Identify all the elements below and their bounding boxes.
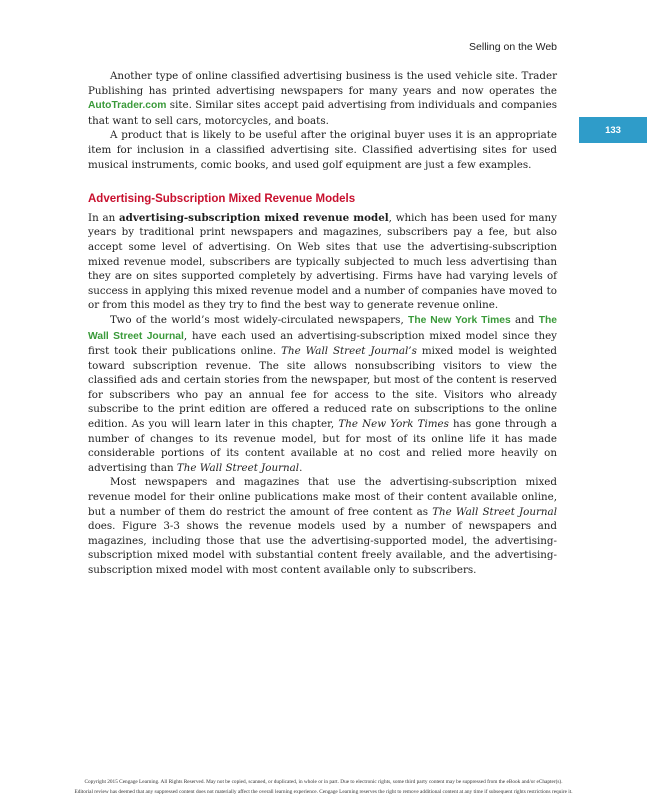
text-run: Most newspapers and magazines that use the advertising-subscription mixed revenue model for their online publications make most of their content available online, but a number of them do restrict the amount of free content as <box>88 476 557 518</box>
key-term: advertising-subscription mixed revenue model <box>119 211 389 224</box>
italic-title: The Wall Street Journal’s <box>281 345 417 358</box>
paragraph-classified-products: A product that is likely to be useful after the original buyer uses it is an appropriate item for inclusion in a classified advertising site. Classified advertising sites for used musical instruments, comic books, and used golf equipment are just a few examples. <box>88 129 557 171</box>
running-head: Selling on the Web <box>469 41 557 53</box>
wsj-link[interactable]: The Wall Street Journal <box>88 314 558 342</box>
text-run: Another type of online classified advertising business is the used vehicle site. Trader Publishing has printed advertising newspapers for many years and now operates the <box>88 70 557 97</box>
paragraph-restrict-content <box>88 475 557 577</box>
text-run: has gone through a number of changes to its revenue model, but for most of its online life it has made considerable portions of its content available at no cost and relied more heavily on advertising than <box>88 418 557 474</box>
page-number-tab: 133 <box>579 117 647 143</box>
copyright-line-2: Editorial review has deemed that any suppressed content does not materially affect the overall learning experience. Cengage Learning reserves the right to remove additional content at any time if subsequent rights restrictions require it. <box>74 789 573 795</box>
text-run: mixed model is weighted toward subscription revenue. The site allows nonsubscribing visitors to view the classified ads and certain stories from the newspaper, but most of the content is reserved for subscribers who pay an annual fee for access to the site. Visitors who already subscribe to the print edition are offered a reduced rate on subscriptions to the online edition. As you will learn later in this chapter, <box>88 345 557 431</box>
text-run: . <box>299 461 303 474</box>
text-run: , have each used an advertising-subscription mixed model since they first took their publications online. <box>88 329 558 358</box>
nytimes-link[interactable]: The New York Times <box>408 314 511 326</box>
section-heading: Advertising-Subscription Mixed Revenue Models <box>88 193 356 206</box>
text-run: site. Similar sites accept paid advertising from individuals and companies that want to sell cars, motorcycles, and boats. <box>88 99 557 127</box>
paragraph-newspapers <box>88 313 557 476</box>
copyright-line-1: Copyright 2015 Cengage Learning. All Rights Reserved. May not be copied, scanned, or duplicated, in whole or in part. Due to electronic rights, some third party content may be suppressed from the eBook and/or eChapter(s). <box>84 779 563 785</box>
text-run: Two of the world’s most widely-circulated newspapers, <box>110 313 409 326</box>
paragraph-used-vehicle <box>88 69 557 128</box>
paragraph-mixed-model <box>88 211 557 313</box>
italic-title: The Wall Street Journal <box>176 461 300 474</box>
autotrader-link[interactable]: AutoTrader.com <box>88 100 167 112</box>
italic-title: The New York Times <box>338 418 449 431</box>
text-run: does. Figure 3-3 shows the revenue models used by a number of newspapers and magazines, including those that use the advertising-supported model, the advertising-subscription mixed model with substantial content freely available, and the advertising-subscription mixed model with most content available only to subscribers. <box>88 520 557 576</box>
text-run: and <box>510 313 539 326</box>
text-run: , which has been used for many years by traditional print newspapers and magazines, subscribers pay a fee, but also accept some level of advertising. On Web sites that use the advertising-subscription mixed revenue model, subscribers are typically subjected to much less advertising than they are on sites supported completely by advertising. Firms have had varying levels of success in applying this mixed revenue model and a number of companies have moved to or from this model as they try to find the best way to generate revenue online. <box>88 211 557 312</box>
text-run: In an <box>88 211 119 224</box>
body-text <box>88 69 557 578</box>
italic-title: The Wall Street Journal <box>432 505 557 518</box>
